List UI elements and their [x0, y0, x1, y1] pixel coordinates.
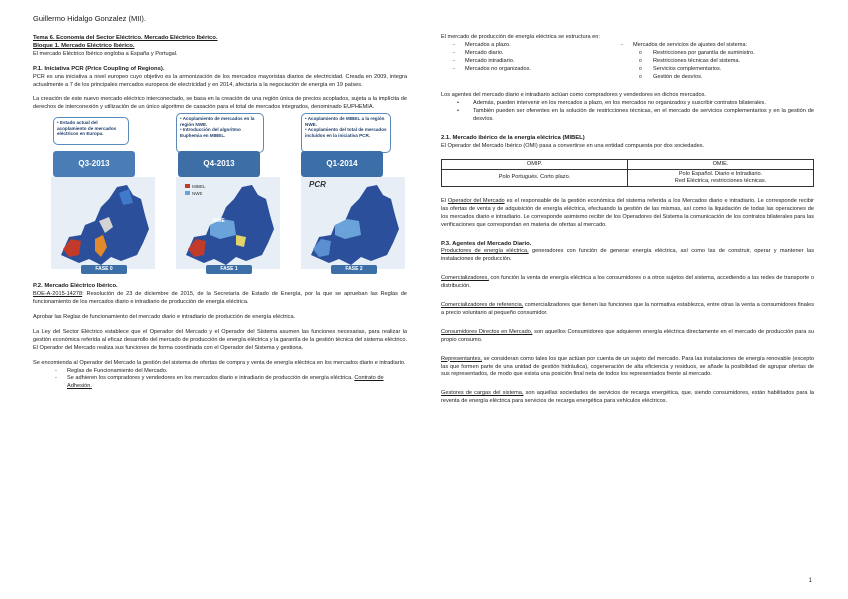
map-fase2 — [301, 177, 405, 269]
services-title: - Mercados de servicios de ajustes del sistema: — [621, 42, 811, 50]
agent-term: Consumidores Directos en Mercado, — [441, 328, 533, 335]
list-item: - Mercado diario. — [453, 50, 621, 58]
p1-title: P.1. Iniciativa PCR (Price Coupling of Regions). — [33, 65, 165, 72]
left-bullet-list — [33, 368, 407, 392]
box-state: • Estado actual del acoplamiento de mercados eléctricos en Europa. — [53, 117, 129, 145]
p3-title: P.3. Agentes del Mercado Diario. — [441, 240, 532, 247]
tab-q3-2013: Q3-2013 — [53, 151, 135, 177]
fase0-label: FASE 0 — [81, 265, 127, 274]
contrato-link[interactable]: Contrato de Adhesión. — [67, 375, 384, 390]
list-item-text: Se adhieren los compradores y vendedores en los mercados diario e intradiario de producción de energía eléctrica. — [67, 375, 353, 382]
omie-body: es el responsable de la gestión económica del sistema referida a los Mercados diario e intradiario. Le corresponde recibir las ofertas de venta y de adquisición de energía eléctrica, efectuando la gestión de las mismas, así como la liquidación de todas las operaciones de los mercados diario e intradiario. Le corresponde asimismo recibir de los Operadores del Sistema la comunicación de los contratos bilaterales para las verificaciones que correspondan en materia de ofertas al mercado. — [441, 197, 814, 228]
legend-nwe-swatch — [185, 191, 190, 195]
agent-desc: son aquellas sociedades de servicios de recarga energética, que, siendo consumidores, están habilitados para la reventa de energía eléctrica para servicios de recarga energética para vehículos eléctricos. — [441, 390, 814, 405]
p2-text4: Se encomienda al Operador del Mercado la gestión del sistema de ofertas de compra y venta de energía eléctrica en los mercados diario e intradiario. — [33, 359, 406, 366]
list-item — [55, 375, 407, 391]
tab-q1-2014: Q1-2014 — [301, 151, 383, 177]
agent-desc: comercializadores que tienen las funciones que la normativa establezca, entre otras la venta a consumidores finales a precio voluntario al pequeño consumidor. — [441, 302, 814, 316]
map-fase0 — [51, 177, 155, 269]
omi-table — [441, 159, 814, 187]
services-list — [621, 42, 811, 50]
agent-term: Gestores de cargas del sistema, — [441, 390, 524, 397]
pcr-logo: PCR — [309, 180, 326, 190]
p2-title: P.2. Mercado Eléctrico Ibérico. — [33, 283, 118, 290]
markets-lists — [441, 42, 814, 82]
tab-q4-2013: Q4-2013 — [178, 151, 260, 177]
omip-header: OMIP. — [442, 159, 628, 169]
list-item: - Mercados a plazo. — [453, 42, 621, 50]
omie-cell-line2: Red Eléctrica, restricciones técnicas. — [674, 177, 767, 184]
intro-text: El mercado Eléctrico Ibérico engloba a España y Portugal. — [33, 50, 178, 57]
s21-text: El Operador del Mercado Ibérico (OMI) pasa a convertirse en una entidad compuesta por dos sociedades. — [441, 142, 705, 149]
agents-intro: Los agentes del mercado diario e intradiario actúan como compradores y vendedores en dichos mercados. — [441, 92, 706, 99]
agent-term: Comercializadores, — [441, 275, 489, 282]
omie-cell-line1: Polo Español. Diario e Intradiario. — [678, 170, 763, 177]
page-number: 1 — [808, 578, 812, 584]
fase1-label: FASE 1 — [206, 265, 252, 274]
s21-title: 2.1. Mercado ibérico de la energía eléctrica (MIBEL) — [441, 135, 585, 142]
markets-list — [441, 42, 621, 74]
omie-pre: El — [441, 197, 448, 204]
agent-desc: con función la venta de energía eléctrica a los consumidores o a otros sujetos del sistema, accediendo a las redes de transporte o distribución. — [441, 275, 814, 290]
agent-productores — [441, 248, 814, 264]
omie-term: Operador del Mercado — [447, 197, 505, 204]
services-sublist — [621, 50, 811, 82]
agent-term: Productores de energía eléctrica, — [441, 248, 529, 255]
list-item: - Mercado intradiario. — [453, 58, 621, 66]
tema-title: Tema 6. Economía del Sector Eléctrico. Mercado Eléctrico Ibérico. — [33, 35, 218, 41]
p2-text — [33, 291, 407, 307]
left-column — [33, 35, 407, 391]
legend-nwe-label: NWE — [192, 191, 203, 197]
boe-ref[interactable]: BOE-A-2015-14278 — [33, 291, 83, 298]
agent-comercializadores — [441, 275, 814, 291]
agent-representantes — [441, 356, 814, 380]
agents-list — [441, 100, 814, 124]
omie-cell — [628, 169, 814, 186]
list-item: o Servicios complementarios. — [639, 66, 811, 74]
agent-term: Representantes, — [441, 355, 483, 362]
agent-desc: son aquellos Consumidores que adquieren energía eléctrica directamente en el mercado de producción para su propio consumo. — [441, 328, 814, 343]
legend-mibel-label: MIBEL — [192, 184, 206, 190]
structure-intro: El mercado de producción de energía eléctrica se estructura en: — [441, 34, 600, 40]
omie-header: OMIE. — [628, 159, 814, 169]
legend-mibel-swatch — [185, 184, 190, 188]
omip-cell: Polo Portugués. Corto plazo. — [442, 169, 628, 186]
right-column — [441, 34, 814, 406]
bloque-title: Bloque 1. Mercado Eléctrico Ibérico. — [33, 42, 135, 49]
p1-text: PCR es una iniciativa a nivel europeo cuyo objetivo es la armonización de los mercados mayoristas diarios de electricidad. Creada en 2009, integra actualmente a 7 de los principales mercados europeos de electricidad y en 2014, afectaría a la negociación de energía en 19 países. — [33, 73, 407, 88]
p2-text-body: : Resolución de 23 de diciembre de 2015, de la Secretaría de Estado de Energía, por la que se aprueban las Reglas de funcionamiento de los mercados diario e intradiario de producción de energía eléctrica. — [33, 291, 407, 306]
p2-text2: Aprobar las Reglas de funcionamiento del mercado diario e intradiario de producción de energía eléctrica. — [33, 313, 296, 320]
agent-comercializadores-ref — [441, 302, 814, 318]
p2-text3: La Ley del Sector Eléctrico establece que el Operador del Mercado y el Operador del Sistema asumen las funciones necesarias, para realizar la gestión económica referida al eficaz desarrollo del mercado de producción de energía eléctrica y la garantía de la gestión técnica del sistema eléctrico. El Operador del Mercado realiza sus funciones de forma coordinada con el Operador del Sistema y gestiona. — [33, 328, 407, 351]
agent-gestores — [441, 390, 814, 406]
list-item: • También pueden ser oferentes en la solución de restricciones técnicas, en el mercado de servicios complementarios y en la gestión de desvíos. — [457, 108, 814, 124]
list-item: - Mercados no organizados. — [453, 66, 621, 74]
box-mibel: • Acoplamiento de MIBEL a la región NWE. • Acoplamiento del total de mercados incluidos en la iniciativa PCR. — [301, 113, 391, 153]
list-item: o Restricciones por garantía de suministro. — [639, 50, 811, 58]
agent-term: Comercializadores de referencia, — [441, 302, 524, 309]
agent-desc: se consideran como tales los que actúan por cuenta de un sujeto del mercado. Para las instalaciones de energía renovable (excepto las que formen parte de una unidad de gestión hidráulica), cogeneración de alta eficiencia y residuos, se añade la posibilidad de agrupar ofertas de sus representados, de modo que exista una posición final neta de todos los representados frente al mercado. — [441, 355, 814, 378]
list-item: • Además, pueden intervenir en los mercados a plazo, en los mercados no organizados y suscribir contratos bilaterales. — [457, 100, 814, 108]
list-item: o Gestión de desvíos. — [639, 74, 811, 82]
author-header: Guillermo Hidalgo Gonzalez (MII). — [33, 14, 146, 23]
fase2-label: FASE 2 — [331, 265, 377, 274]
list-item: - Reglas de Funcionamiento del Mercado. — [55, 368, 407, 376]
omie-paragraph — [441, 198, 814, 230]
legend-nwe — [185, 190, 203, 198]
p1-text2: La creación de este nuevo mercado eléctrico interconectado, se basa en la creación de una región única de precios acoplados, sujeta a la implícita de derechos de interconexión y utilización de un único algoritmo de casación para el total de mercados integrados, denominado EUPHEMIA. — [33, 96, 407, 111]
agent-desc: generadores con función de generar energía eléctrica, así como las de construir, operar y mantener las instalaciones de producción. — [441, 248, 814, 263]
list-item: o Restricciones técnicas del sistema. — [639, 58, 811, 66]
map-nwe-label: NWE — [213, 218, 225, 225]
agent-consumidores — [441, 329, 814, 345]
pcr-figure — [33, 115, 407, 279]
box-nwe: • Acoplamiento de mercados en la región NWE. • Introducción del algoritmo Euphemia en MIBEL. — [176, 113, 264, 153]
